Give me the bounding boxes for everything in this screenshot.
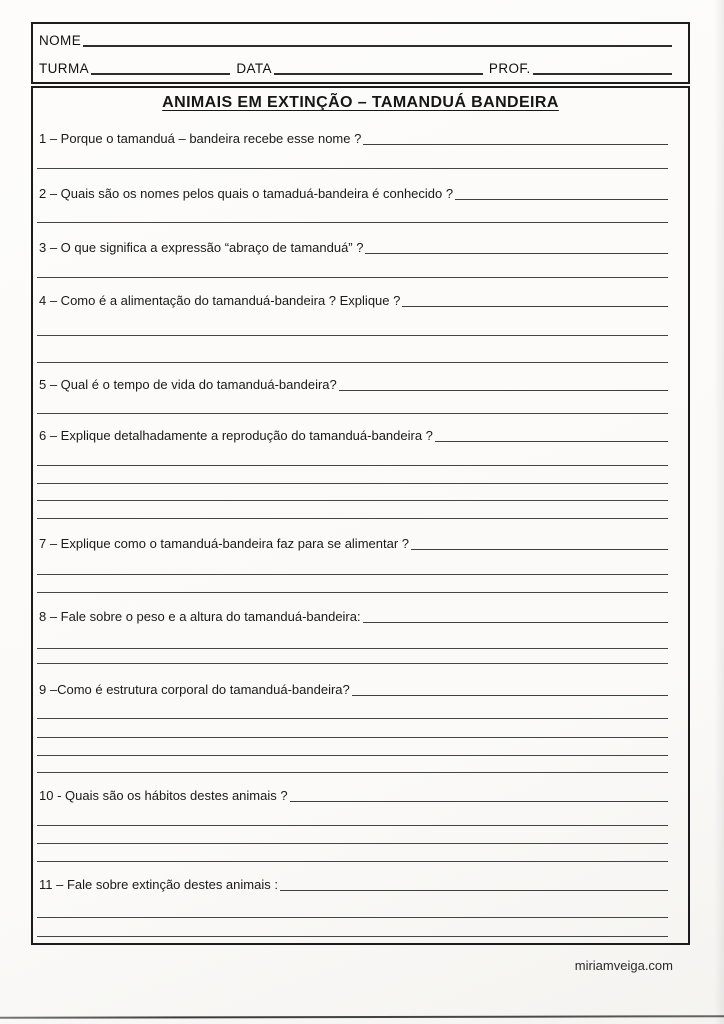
answer-line [280, 890, 668, 891]
answer-line [37, 574, 668, 575]
answer-line [402, 306, 668, 307]
answer-line [37, 663, 668, 664]
answer-line [37, 277, 668, 278]
scan-right-shadow [714, 0, 724, 1024]
answer-line [363, 144, 668, 145]
answer-line [365, 253, 668, 254]
answer-line [37, 825, 668, 826]
worksheet-body [31, 86, 690, 945]
answer-line [352, 695, 668, 696]
answer-line [37, 718, 668, 719]
question-text-6: 6 – Explique detalhadamente a reprodução do tamanduá-bandeira ? [39, 428, 433, 443]
name-label: NOME [39, 33, 82, 48]
question-row-5 [39, 377, 668, 393]
answer-line [37, 737, 668, 738]
answer-line [37, 518, 668, 519]
title-row [33, 94, 688, 112]
question-row-2 [39, 186, 668, 202]
worksheet-title: ANIMAIS EM EXTINÇÃO – TAMANDUÁ BANDEIRA [162, 94, 559, 111]
date-field-line [274, 59, 483, 75]
answer-line [37, 772, 668, 773]
answer-line [37, 500, 668, 501]
name-field-line [83, 31, 672, 47]
class-date-prof-row [39, 57, 672, 77]
question-row-10 [39, 788, 668, 804]
question-row-9 [39, 682, 668, 698]
site-credit: miriamveiga.com [574, 958, 673, 973]
answer-line [37, 362, 668, 363]
answer-line [363, 622, 668, 623]
question-text-3: 3 – O que significa a expressão “abraço de tamanduá” ? [39, 240, 364, 255]
question-text-7: 7 – Explique como o tamanduá-bandeira faz para se alimentar ? [39, 536, 409, 551]
answer-line [37, 222, 668, 223]
answer-line [37, 168, 668, 169]
question-row-7 [39, 536, 668, 552]
answer-line [339, 390, 668, 391]
answer-line [37, 917, 668, 918]
question-text-10: 10 - Quais são os hábitos destes animais ? [39, 788, 288, 803]
prof-field-line [533, 59, 672, 75]
answer-line [37, 592, 668, 593]
answer-line [37, 335, 668, 336]
question-text-8: 8 – Fale sobre o peso e a altura do tamanduá-bandeira: [39, 609, 361, 624]
date-label: DATA [236, 61, 272, 76]
question-row-1 [39, 131, 668, 147]
name-row [39, 29, 672, 49]
question-row-3 [39, 240, 668, 256]
question-text-11: 11 – Fale sobre extinção destes animais : [39, 877, 278, 892]
scan-bottom-edge [0, 1015, 724, 1019]
answer-line [435, 441, 668, 442]
answer-line [411, 549, 668, 550]
answer-line [37, 413, 668, 414]
question-row-8 [39, 609, 668, 625]
answer-line [37, 465, 668, 466]
question-text-5: 5 – Qual é o tempo de vida do tamanduá-bandeira? [39, 377, 337, 392]
question-row-6 [39, 428, 668, 444]
answer-line [37, 861, 668, 862]
answer-line [455, 199, 668, 200]
answer-line [290, 801, 668, 802]
answer-line [37, 843, 668, 844]
answer-line [37, 648, 668, 649]
question-text-4: 4 – Como é a alimentação do tamanduá-bandeira ? Explique ? [39, 293, 401, 308]
question-row-4 [39, 293, 668, 309]
question-text-2: 2 – Quais são os nomes pelos quais o tamaduá-bandeira é conhecido ? [39, 186, 454, 201]
class-field-line [91, 59, 230, 75]
answer-line [37, 936, 668, 937]
question-text-9: 9 –Como é estrutura corporal do tamanduá-bandeira? [39, 682, 350, 697]
answer-line [37, 755, 668, 756]
answer-line [37, 483, 668, 484]
header-box [31, 22, 690, 84]
class-label: TURMA [39, 61, 89, 76]
question-row-11 [39, 877, 668, 893]
prof-label: PROF. [488, 61, 531, 76]
question-text-1: 1 – Porque o tamanduá – bandeira recebe esse nome ? [39, 131, 362, 146]
